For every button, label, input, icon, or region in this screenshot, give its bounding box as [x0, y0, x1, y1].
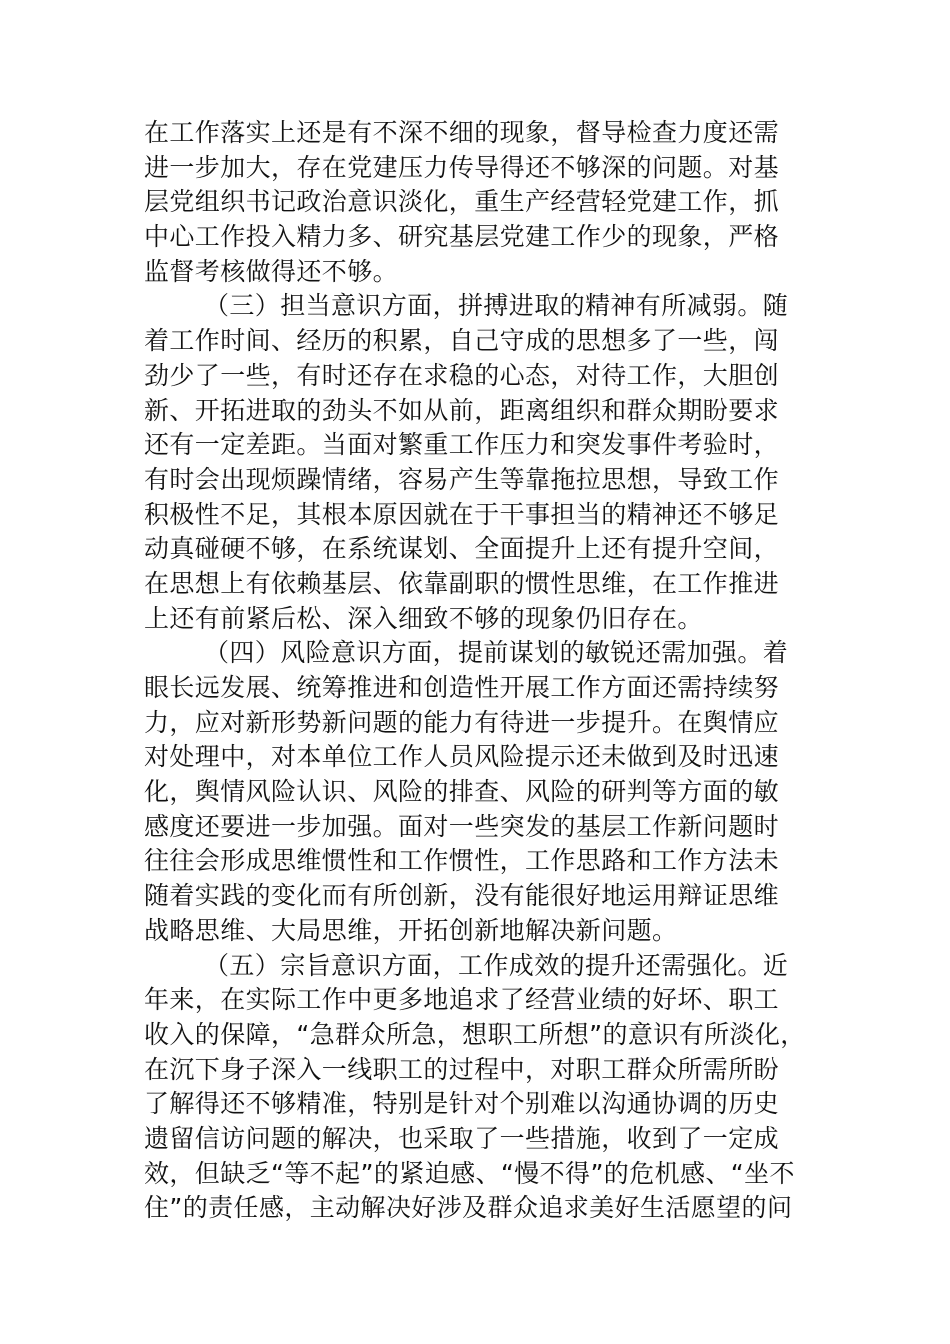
text-line: 中心工作投入精力多、研究基层党建工作少的现象，严格: [144, 222, 780, 252]
text-line: 进一步加大，存在党建压力传导得还不够深的问题。对基: [144, 152, 780, 182]
text-line: 收入的保障，“急群众所急，想职工所想”的意识有所淡化，: [144, 1019, 806, 1049]
text-line: 监督考核做得还不够。: [144, 256, 399, 286]
text-line: 战略思维、大局思维，开拓创新地解决新问题。: [144, 915, 678, 945]
text-line: 了解得还不够精准，特别是针对个别难以沟通协调的历史: [144, 1089, 780, 1119]
text-line: 感度还要进一步加强。面对一些突发的基层工作新问题时: [144, 811, 780, 841]
text-line: 年来，在实际工作中更多地追求了经营业绩的好坏、职工: [144, 985, 780, 1015]
text-line: 对处理中，对本单位工作人员风险提示还未做到及时迅速: [144, 742, 780, 772]
text-line: 力，应对新形势新问题的能力有待进一步提升。在舆情应: [144, 707, 780, 737]
text-line: 往往会形成思维惯性和工作惯性，工作思路和工作方法未: [144, 846, 780, 876]
text-line: 化，舆情风险认识、风险的排查、风险的研判等方面的敏: [144, 777, 780, 807]
text-line: 眼长远发展、统筹推进和创造性开展工作方面还需持续努: [144, 673, 780, 702]
text-line: 住”的责任感，主动解决好涉及群众追求美好生活愿望的问: [144, 1193, 793, 1223]
text-line: 效，但缺乏“等不起”的紧迫感、“慢不得”的危机感、“坐不: [144, 1158, 795, 1188]
text-line: 层党组织书记政治意识淡化，重生产经营轻党建工作，抓: [144, 187, 780, 217]
text-line: 在工作落实上还是有不深不细的现象，督导检查力度还需: [144, 118, 780, 147]
text-line: 劲少了一些，有时还存在求稳的心态，对待工作，大胆创: [144, 360, 780, 390]
text-line: 新、开拓进取的劲头不如从前，距离组织和群众期盼要求: [144, 395, 780, 425]
body-text: [144, 116, 809, 1226]
text-line: 在思想上有依赖基层、依靠副职的惯性思维，在工作推进: [144, 568, 780, 598]
text-line: 遗留信访问题的解决，也采取了一些措施，收到了一定成: [144, 1123, 780, 1153]
text-line: 在沉下身子深入一线职工的过程中，对职工群众所需所盼: [144, 1054, 780, 1084]
text-line: 着工作时间、经历的积累，自己守成的思想多了一些，闯: [144, 326, 780, 356]
paragraph-first-line: （四）风险意识方面，提前谋划的敏锐还需加强。着: [204, 638, 789, 668]
text-line: 还有一定差距。当面对繁重工作压力和突发事件考验时，: [144, 430, 780, 460]
text-line: 动真碰硬不够，在系统谋划、全面提升上还有提升空间，: [144, 534, 780, 564]
paragraph-first-line: （五）宗旨意识方面，工作成效的提升还需强化。近: [204, 950, 789, 980]
text-line: 上还有前紧后松、深入细致不够的现象仍旧存在。: [144, 603, 703, 633]
paragraph-first-line: （三）担当意识方面，拼搏进取的精神有所减弱。随: [204, 291, 789, 321]
text-line: 积极性不足，其根本原因就在于干事担当的精神还不够足: [144, 499, 780, 529]
text-line: 有时会出现烦躁情绪，容易产生等靠拖拉思想，导致工作: [144, 464, 780, 494]
text-line: 随着实践的变化而有所创新，没有能很好地运用辩证思维: [144, 881, 780, 911]
